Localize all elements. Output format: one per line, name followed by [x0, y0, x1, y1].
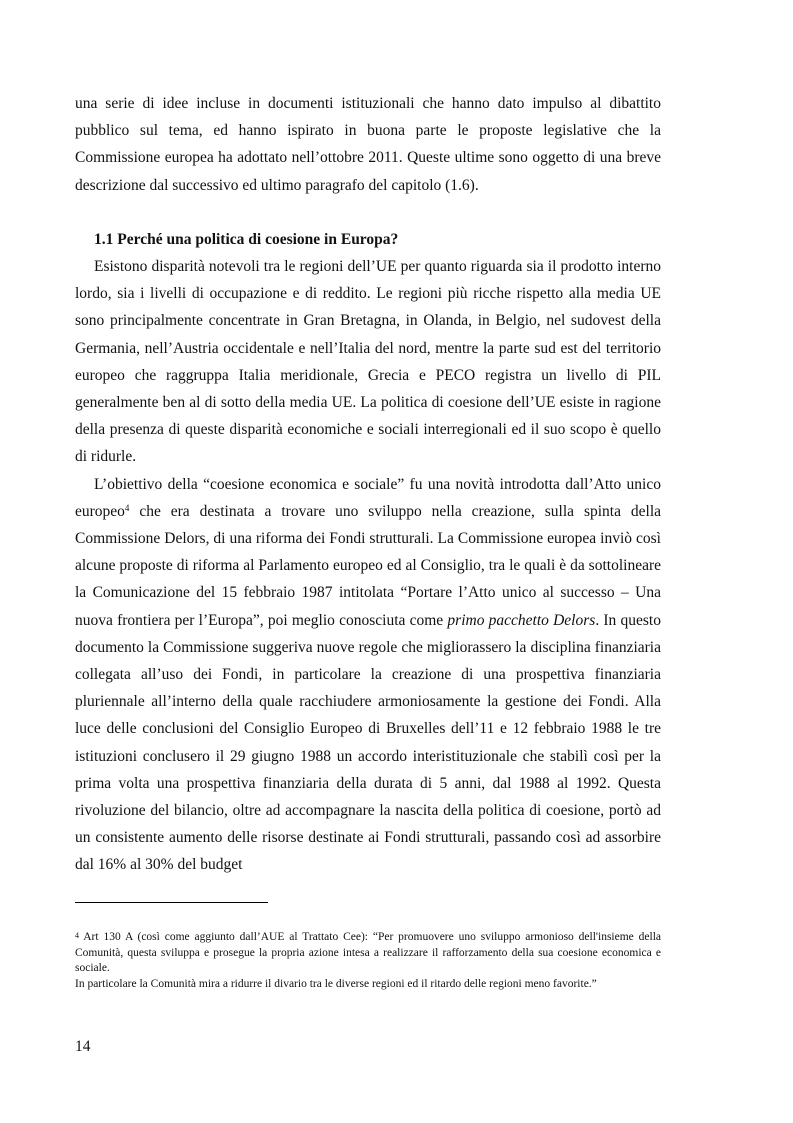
footnote-number: 4 — [75, 931, 79, 940]
paragraph-part-b: che era destinata a trovare uno sviluppo nella creazione, sulla spinta della Commissione Delors, di una riforma dei Fondi strutturali. La Commissione europea inviò così alcune proposte di riforma al Parlamento europeo ed al Consiglio, tra le quali è da sottolineare la Comunicazione del 15 febbraio 1987 intitolata “Portare l’Atto unico al successo – Una nuova frontiera per l’Europa”, poi meglio conosciuta come — [75, 502, 661, 629]
page-number: 14 — [75, 1038, 91, 1055]
footnote — [75, 930, 661, 992]
footnote-paragraph-1 — [75, 930, 661, 977]
paragraph-part-c: . In questo documento la Commissione suggeriva nuove regole che migliorassero la disciplina finanziaria collegata all’uso dei Fondi, in particolare la creazione di una prospettiva finanziaria pluriennale all’interno della quale racchiudere armoniosamente la gestione dei Fondi. Alla luce delle conclusioni del Consiglio Europeo di Bruxelles dell’11 e 12 febbraio 1988 le tre istituzioni conclusero il 29 giugno 1988 un accordo interistituzionale che stabilì così per la prima volta una prospettiva finanziaria della durata di 5 anni, dal 1988 al 1992. Questa rivoluzione del bilancio, oltre ad accompagnare la nascita della politica di coesione, portò ad un consistente aumento delle risorse destinate ai Fondi strutturali, passando così ad assorbire dal 16% al 30% del budget — [75, 611, 661, 874]
footnote-text-1: Art 130 A (così come aggiunto dall’AUE al Trattato Cee): “Per promuovere uno sviluppo armonioso dell'insieme della Comunità, questa sviluppa e prosegue la propria azione intesa a realizzare il rafforzamento della sua coesione economica e sociale. — [75, 931, 661, 974]
footnote-text-2: In particolare la Comunità mira a ridurre il divario tra le diverse regioni ed il ritardo delle regioni meno favorite.” — [75, 977, 597, 990]
footnote-reference[interactable]: 4 — [124, 502, 130, 513]
section-heading: 1.1 Perché una politica di coesione in Europa? — [94, 230, 399, 248]
body-text — [75, 90, 661, 879]
paragraph-cohesion-objective — [75, 471, 661, 879]
intro-paragraph: una serie di idee incluse in documenti istituzionali che hanno dato impulso al dibattito pubblico sul tema, ed hanno ispirato in buona parte le proposte legislative che la Commissione europea ha adottato nell’ottobre 2011. Queste ultime sono oggetto di una breve descrizione dal successivo ed ultimo paragrafo del capitolo (1.6). — [75, 95, 661, 194]
italic-term: primo pacchetto Delors — [447, 611, 596, 629]
footnote-divider — [75, 902, 268, 903]
paragraph-disparities: Esistono disparità notevoli tra le regioni dell’UE per quanto riguarda sia il prodotto interno lordo, sia i livelli di occupazione e di reddito. Le regioni più ricche rispetto alla media UE sono principalmente concentrate in Gran Bretagna, in Olanda, in Belgio, nel sudovest della Germania, nell’Austria occidentale e nell’Italia del nord, mentre la parte sud est del territorio europeo che raggruppa Italia meridionale, Grecia e PECO registra un livello di PIL generalmente ben al di sotto della media UE. La politica di coesione dell’UE esiste in ragione della presenza di queste disparità economiche e sociali interregionali ed il suo scopo è quello di ridurle. — [75, 258, 661, 466]
paragraph-part-a: L’obiettivo della “coesione economica e sociale” fu una novità introdotta dall’Atto unico europeo — [75, 475, 661, 520]
